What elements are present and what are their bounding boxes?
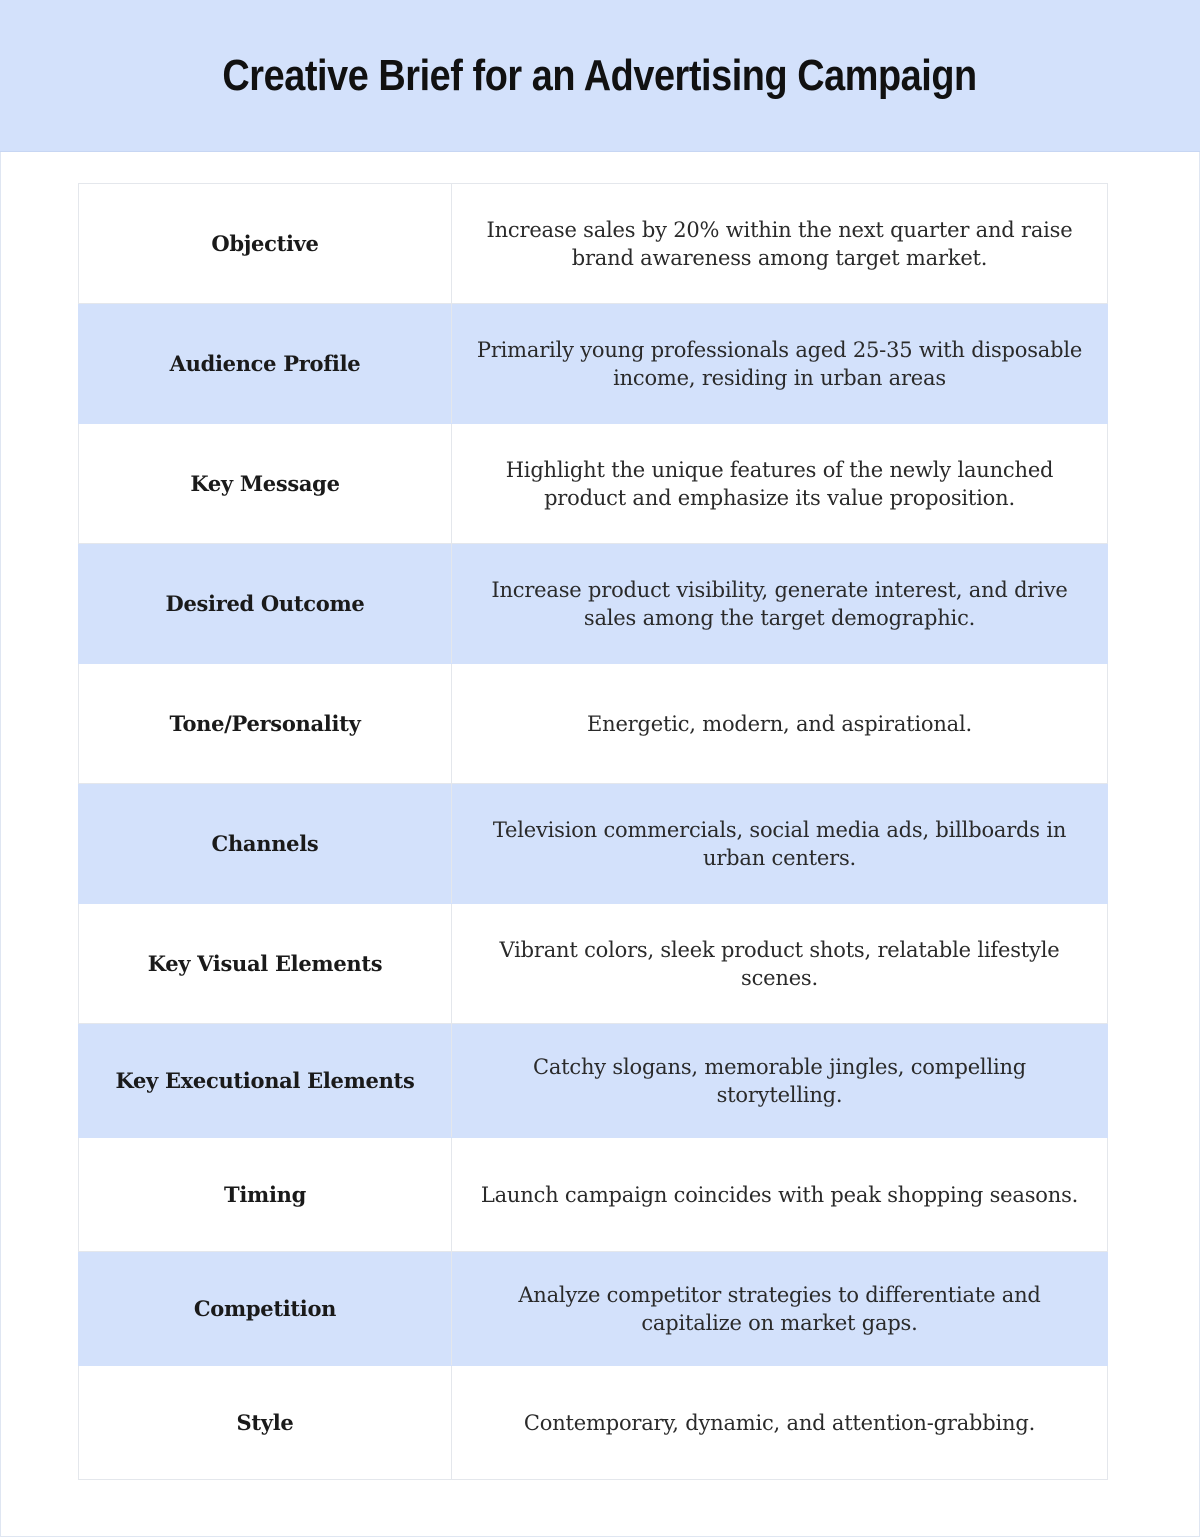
row-value: Highlight the unique features of the newly launched product and emphasize its value proposition.: [452, 424, 1108, 544]
row-label: Audience Profile: [79, 304, 452, 424]
row-label: Key Visual Elements: [79, 904, 452, 1024]
row-label: Channels: [79, 784, 452, 904]
table-row: [79, 304, 1108, 424]
row-value: Energetic, modern, and aspirational.: [452, 664, 1108, 784]
row-value: Contemporary, dynamic, and attention-grabbing.: [452, 1366, 1108, 1480]
row-value: Catchy slogans, memorable jingles, compelling storytelling.: [452, 1024, 1108, 1138]
table-row: [79, 1024, 1108, 1138]
header-band: [0, 0, 1200, 152]
row-label: Key Executional Elements: [79, 1024, 452, 1138]
row-label: Desired Outcome: [79, 544, 452, 664]
row-label: Key Message: [79, 424, 452, 544]
table-row: [79, 904, 1108, 1024]
table-row: [79, 1366, 1108, 1480]
table-row: [79, 544, 1108, 664]
row-value: Primarily young professionals aged 25-35 with disposable income, residing in urban areas: [452, 304, 1108, 424]
row-value: Launch campaign coincides with peak shopping seasons.: [452, 1138, 1108, 1252]
row-label: Style: [79, 1366, 452, 1480]
row-label: Objective: [79, 184, 452, 304]
row-value: Television commercials, social media ads, billboards in urban centers.: [452, 784, 1108, 904]
table-row: [79, 784, 1108, 904]
table-row: [79, 664, 1108, 784]
table-row: [79, 1138, 1108, 1252]
row-label: Tone/Personality: [79, 664, 452, 784]
page-title: Creative Brief for an Advertising Campaign: [222, 50, 978, 100]
table-row: [79, 424, 1108, 544]
table-row: [79, 184, 1108, 304]
row-value: Vibrant colors, sleek product shots, relatable lifestyle scenes.: [452, 904, 1108, 1024]
row-label: Timing: [79, 1138, 452, 1252]
row-value: Increase product visibility, generate interest, and drive sales among the target demographic.: [452, 544, 1108, 664]
creative-brief-table: [78, 183, 1108, 1480]
row-label: Competition: [79, 1252, 452, 1366]
row-value: Increase sales by 20% within the next quarter and raise brand awareness among target market.: [452, 184, 1108, 304]
row-value: Analyze competitor strategies to differentiate and capitalize on market gaps.: [452, 1252, 1108, 1366]
table-row: [79, 1252, 1108, 1366]
